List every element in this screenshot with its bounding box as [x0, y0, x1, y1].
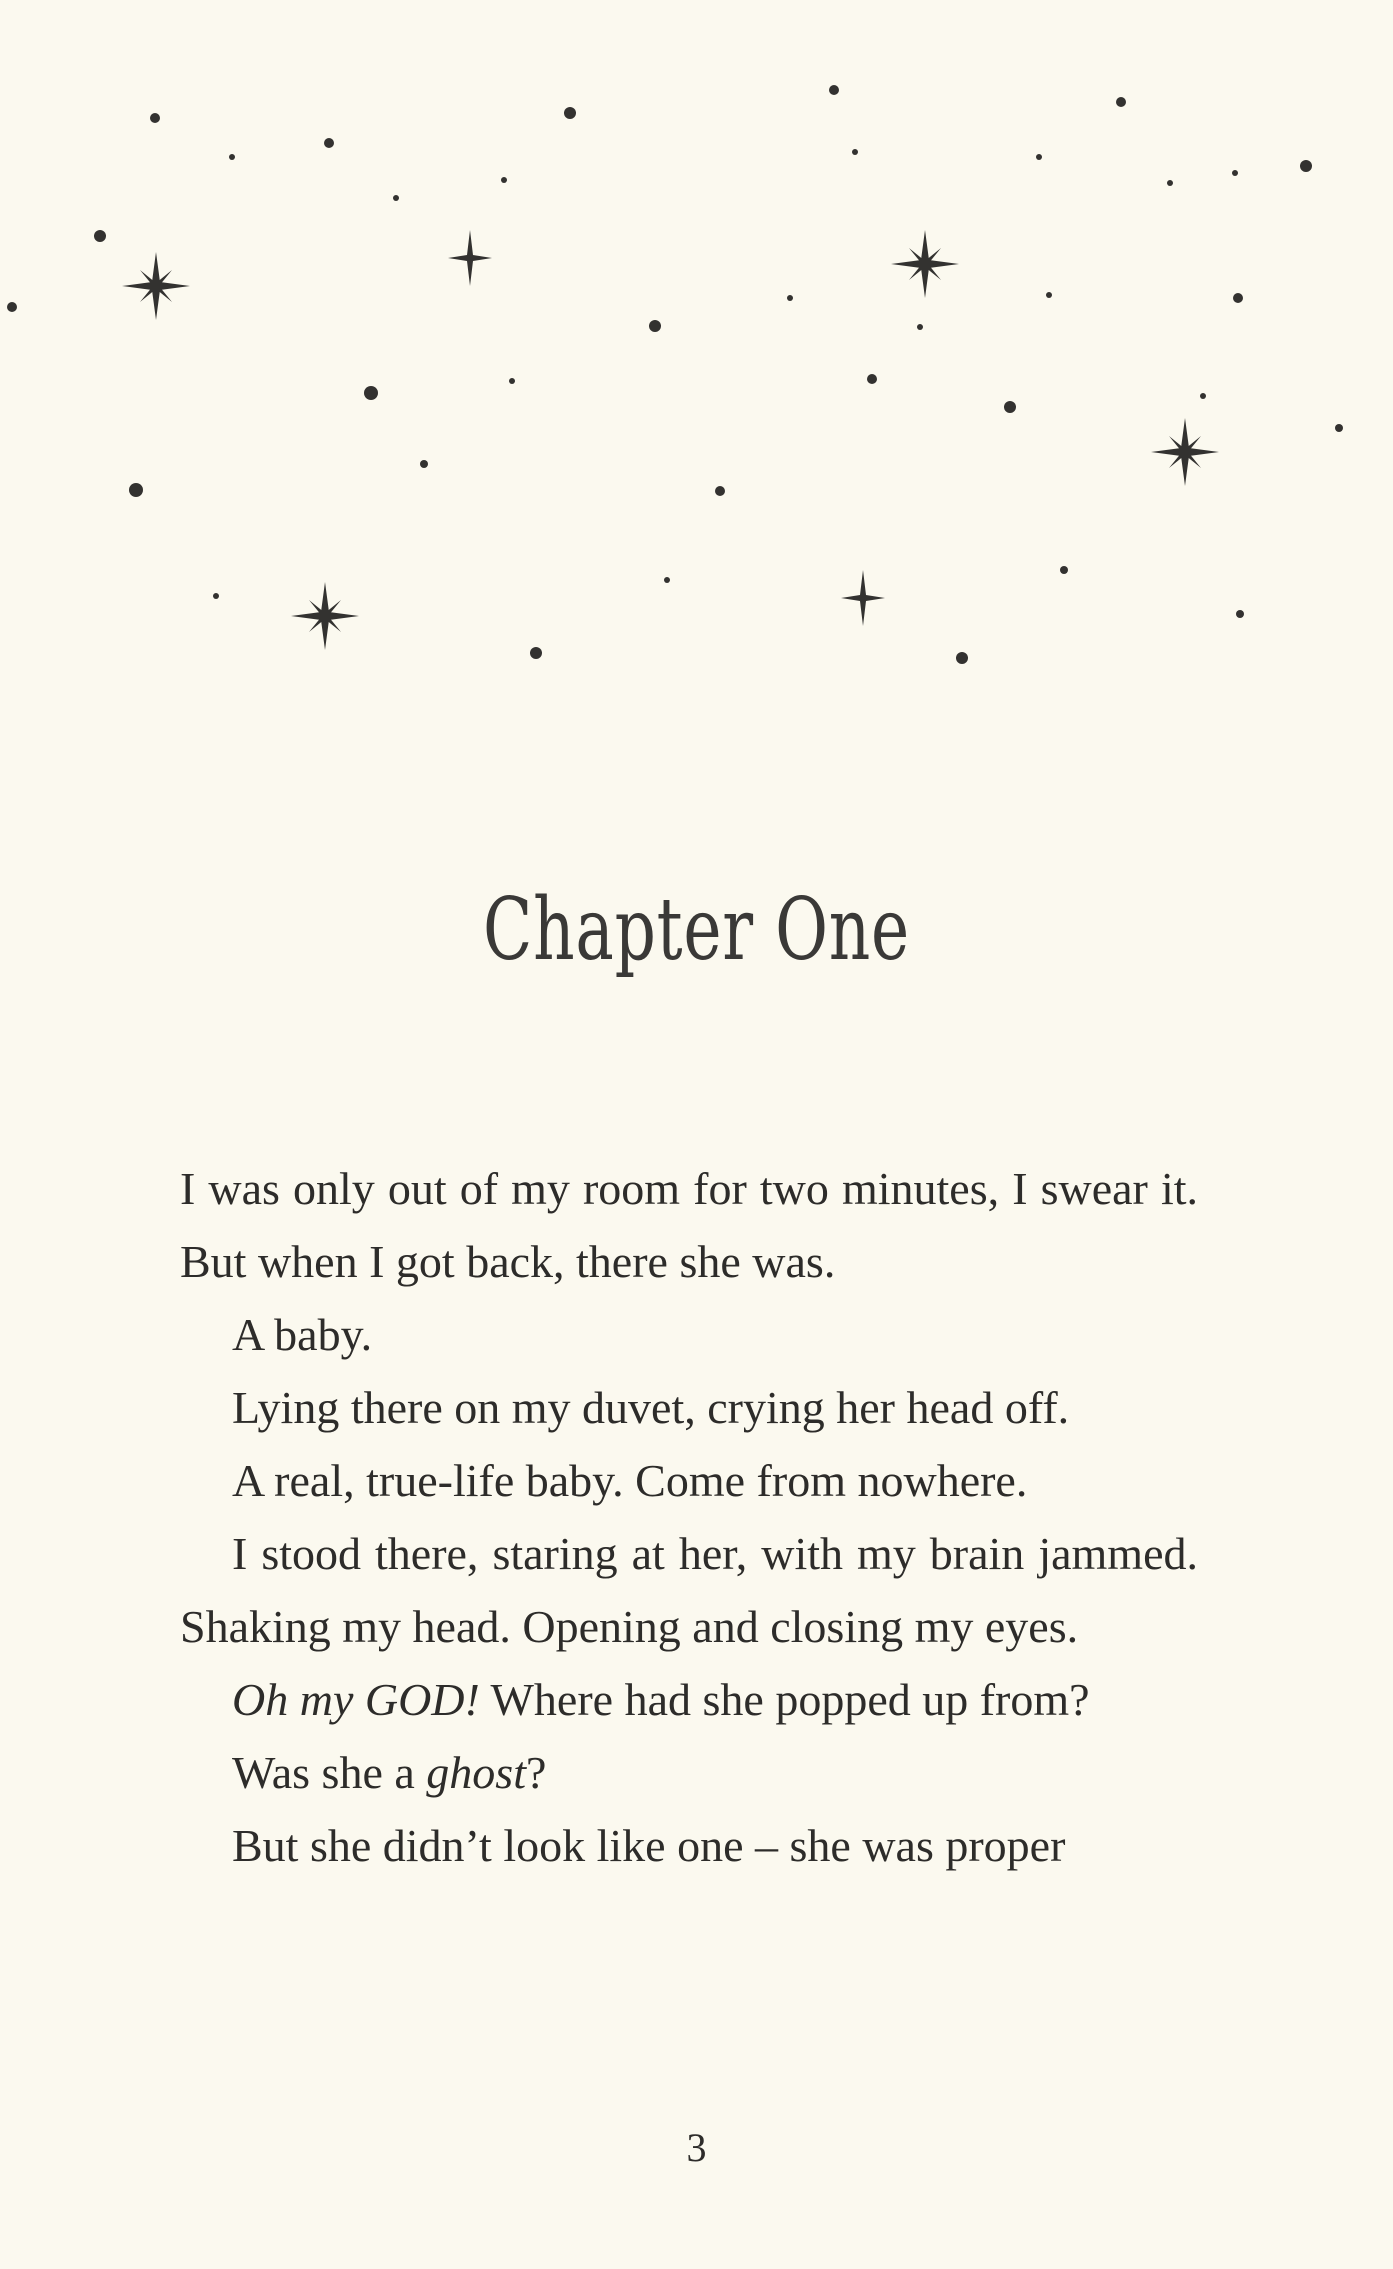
- paragraph-text: ?: [525, 1747, 547, 1798]
- dot-stars: [7, 85, 1343, 664]
- italic-exclamation: Oh my GOD!: [232, 1674, 480, 1725]
- paragraph: I was only out of my room for two minutes, I swear it. But when I got back, there she was.: [180, 1163, 1198, 1287]
- star-icon: [891, 230, 959, 298]
- paragraph: But she didn’t look like one – she was proper: [232, 1820, 1066, 1871]
- starry-sky-illustration: [0, 0, 1393, 720]
- star-icon: [841, 570, 885, 626]
- paragraph: [180, 1736, 1198, 1809]
- paragraph: A baby.: [232, 1309, 373, 1360]
- chapter-body: [180, 1152, 1198, 1882]
- paragraph: [180, 1663, 1198, 1736]
- star-icon: [448, 230, 492, 286]
- star-icon: [122, 252, 190, 320]
- paragraph-text: Where had she popped up from?: [479, 1674, 1090, 1725]
- page-number: 3: [686, 2125, 707, 2170]
- star-icon: [1151, 418, 1219, 486]
- paragraph: I stood there, staring at her, with my brain jammed. Shaking my head. Opening and closing my eyes.: [180, 1528, 1198, 1652]
- italic-word: ghost: [426, 1747, 526, 1798]
- star-icon: [291, 582, 359, 650]
- chapter-title: Chapter One: [483, 880, 910, 980]
- sparkle-icons: [122, 230, 1219, 650]
- paragraph: Lying there on my duvet, crying her head off.: [232, 1382, 1070, 1433]
- paragraph-text: Was she a: [232, 1747, 427, 1798]
- paragraph: A real, true-life baby. Come from nowhere.: [232, 1455, 1028, 1506]
